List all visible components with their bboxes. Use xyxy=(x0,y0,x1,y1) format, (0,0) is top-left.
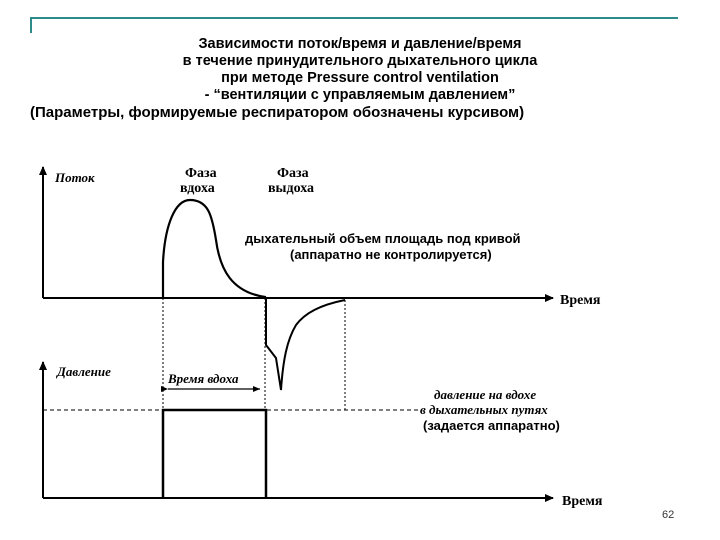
phase-inspiration-label-1: Фаза xyxy=(185,166,217,181)
title-line-1: Зависимости поток/время и давление/время xyxy=(198,36,522,52)
tidal-volume-annotation-2: (аппаратно не контролируется) xyxy=(290,247,492,262)
flow-axis-label: Поток xyxy=(55,170,95,185)
pressure-axis-label: Давление xyxy=(57,364,111,379)
inspiratory-pressure-annotation-1: давление на вдохе xyxy=(434,387,537,402)
title-line-2: в течение принудительного дыхательного цикла xyxy=(182,53,538,69)
flow-curve xyxy=(163,200,265,298)
pressure-curve xyxy=(163,410,266,498)
flow-time-axis-label: Время xyxy=(560,293,601,308)
inspiratory-pressure-annotation-2: в дыхательных путях xyxy=(420,402,548,417)
phase-expiration-label-2: выдоха xyxy=(268,181,315,196)
phase-inspiration-label-2: вдоха xyxy=(180,181,215,196)
inspiration-time-label: Время вдоха xyxy=(168,371,239,386)
pressure-time-axis-label: Время xyxy=(562,494,603,509)
page-number: 62 xyxy=(662,509,675,521)
phase-expiration-label-1: Фаза xyxy=(277,166,309,181)
title-line-4: - “вентиляции с управляемым давлением” xyxy=(204,87,516,103)
tidal-volume-annotation-1: дыхательный объем площадь под кривой xyxy=(245,231,521,246)
expiratory-flow-curve xyxy=(266,298,345,390)
title-line-5: (Параметры, формируемые респиратором обозначены курсивом) xyxy=(30,104,525,121)
title-line-3: при методе Pressure control ventilation xyxy=(221,70,499,86)
inspiratory-pressure-annotation-3: (задается аппаратно) xyxy=(423,418,560,433)
